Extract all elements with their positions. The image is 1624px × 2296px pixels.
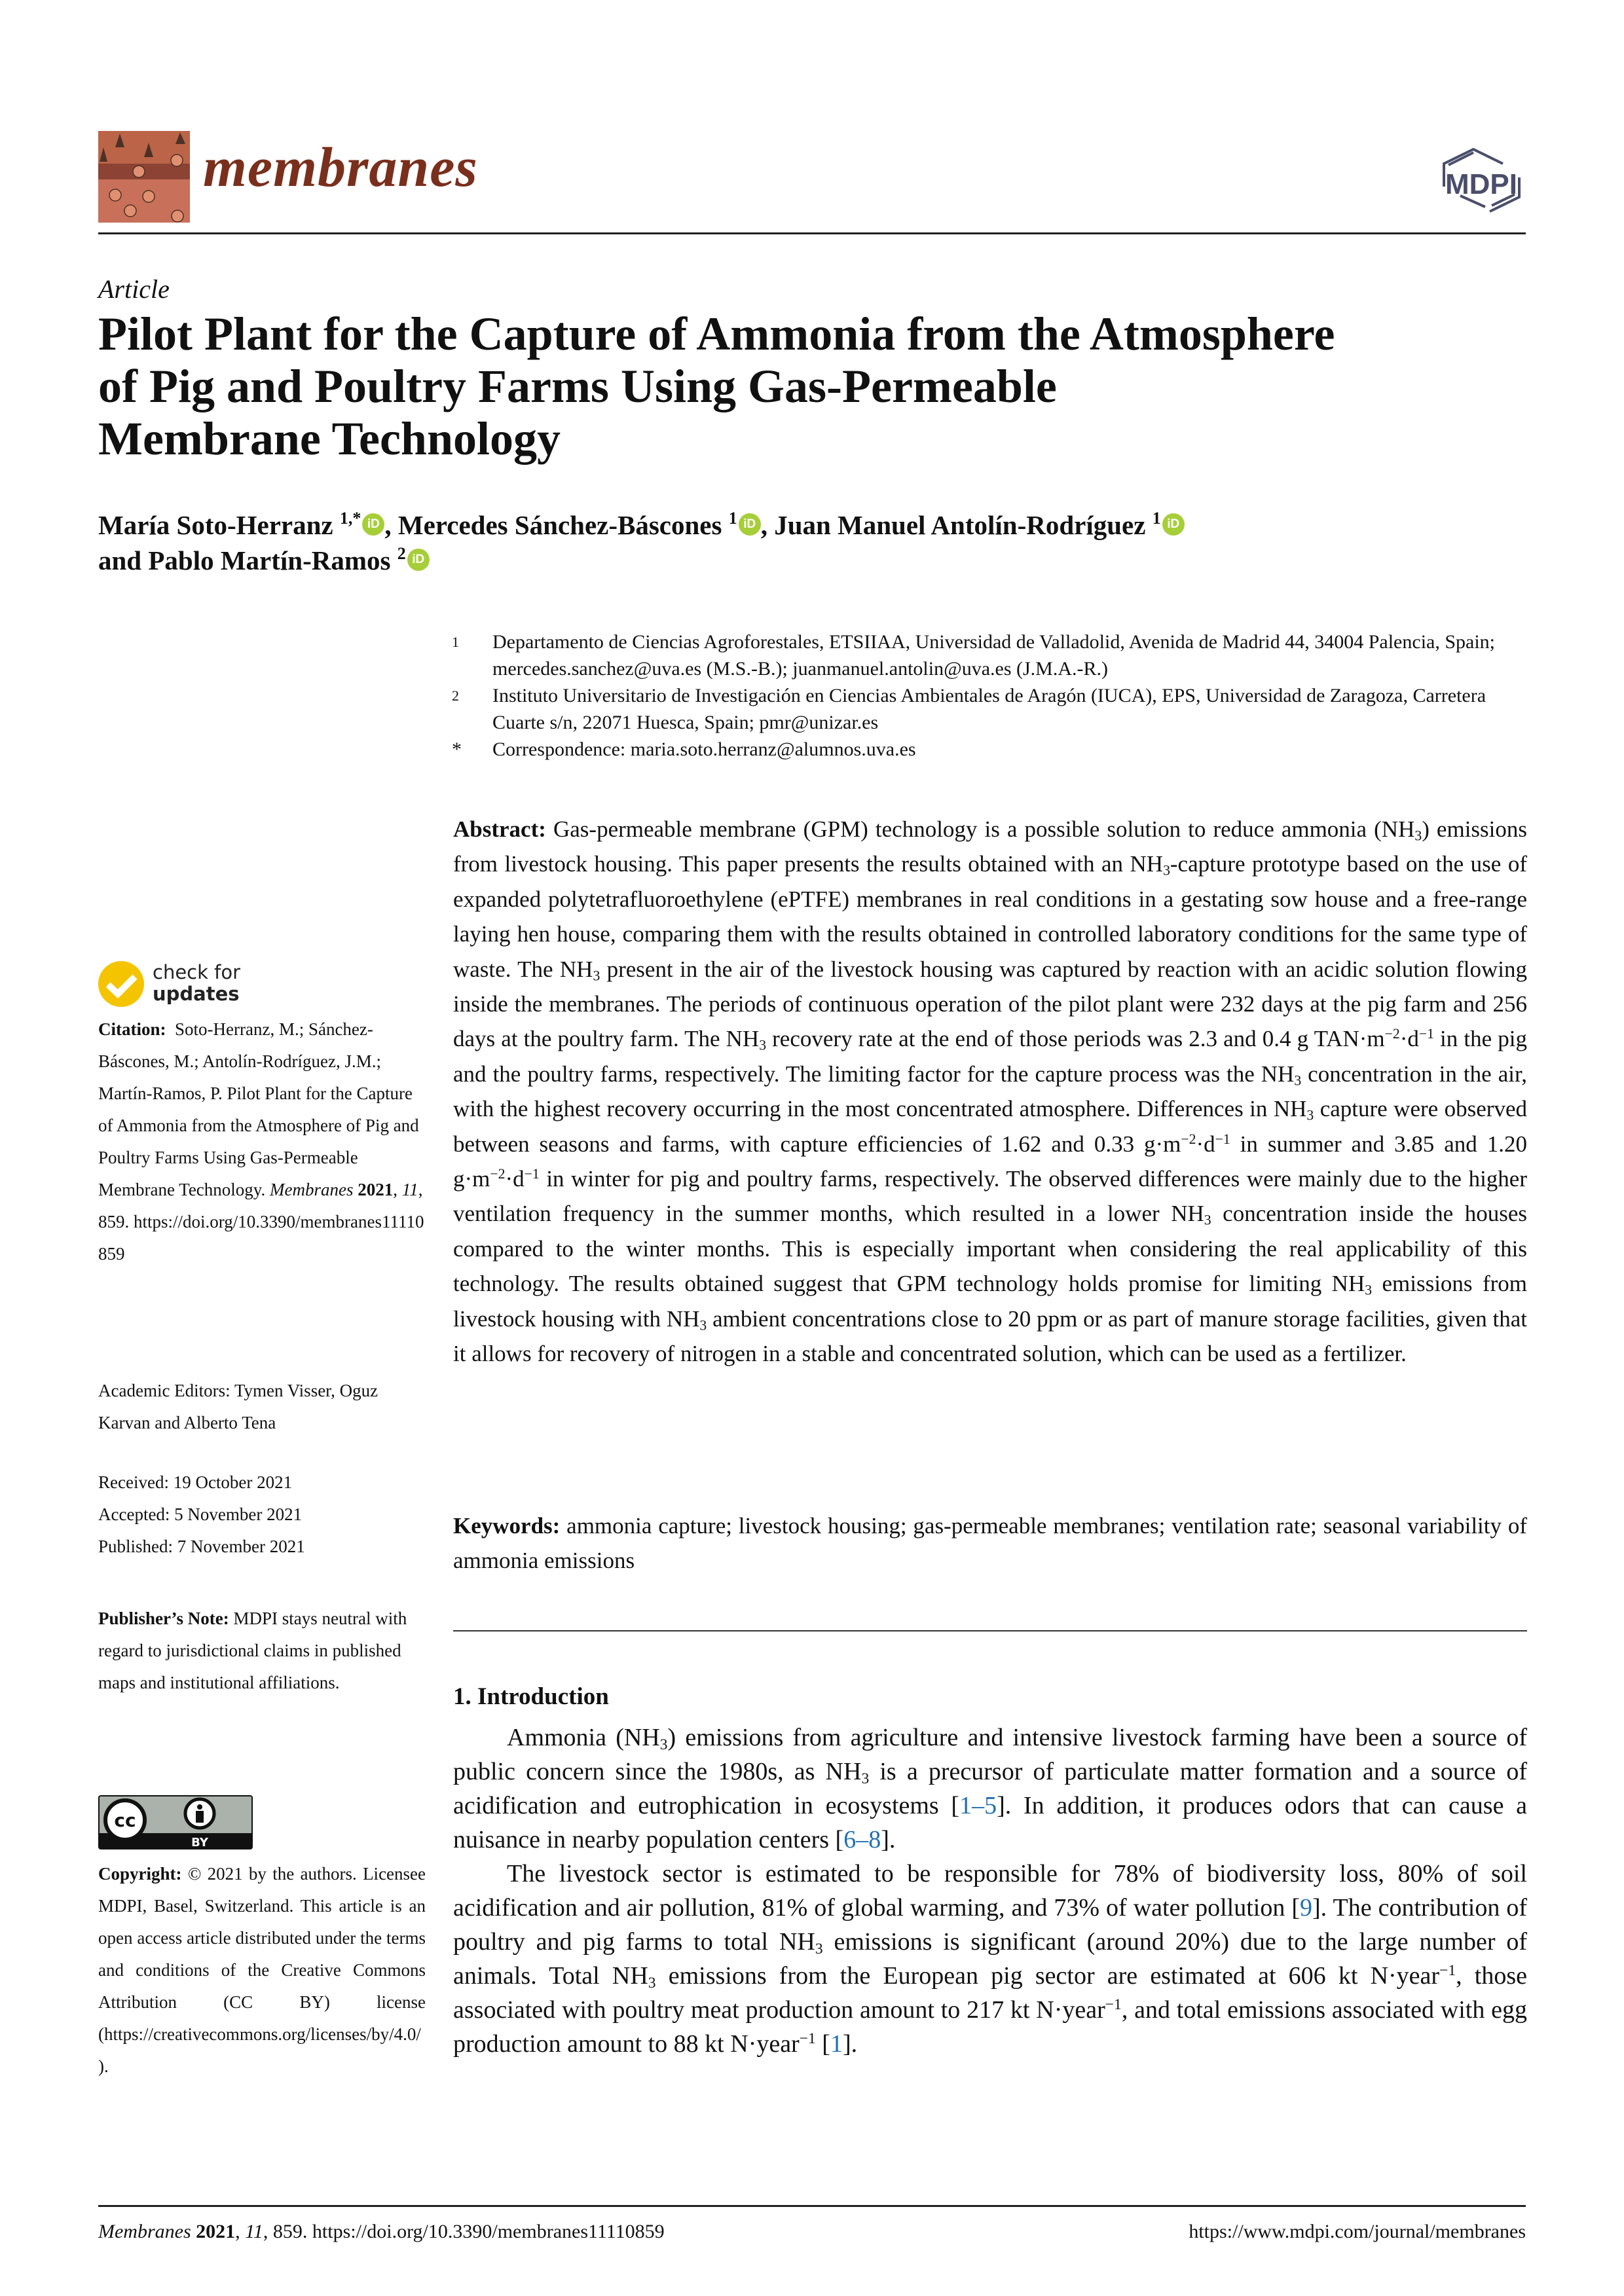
correspondence [452, 736, 1532, 763]
copyright-text: © 2021 by the authors. Licensee MDPI, Basel, Switzerland. This article is an open access article distributed under the terms and conditions of the Creative Commons Attribution (CC BY) license (https://creativecommons.org/licenses/by/4.0/). [98, 1864, 426, 2076]
footer-journal-url[interactable]: https://www.mdpi.com/journal/membranes [1189, 2221, 1526, 2242]
author-affiliation-mark: 1 [1152, 509, 1161, 528]
footer-year: 2021 [196, 2221, 236, 2242]
cc-by-license-badge[interactable] [98, 1795, 253, 1850]
citation-text: Soto-Herranz, M.; Sánchez-Báscones, M.; Antolín-Rodríguez, J.M.; Martín-Ramos, P. Pilot Plant for the Capture of Ammonia from the Atmosphere of Pig and Poultry Farms Using Gas-Permeable Membrane Technology. [98, 1019, 419, 1199]
abstract-label: Abstract: [453, 816, 546, 842]
accepted-date: Accepted: 5 November 2021 [98, 1504, 303, 1524]
academic-editors [98, 1375, 426, 1439]
correspondence-text[interactable]: Correspondence: maria.soto.herranz@alumnos.uva.es [492, 738, 916, 760]
footer-divider [98, 2205, 1526, 2207]
title-line: Membrane Technology [98, 412, 561, 465]
footer-volume: 11 [245, 2221, 263, 2242]
reference-link[interactable]: 1–5 [959, 1792, 997, 1819]
citation-year: 2021 [358, 1180, 394, 1199]
author-affiliation-mark: 1,* [339, 509, 361, 528]
citation-volume: 11 [401, 1180, 418, 1199]
svg-text:cc: cc [114, 1810, 136, 1831]
citation-journal: Membranes [270, 1180, 354, 1199]
affiliation-mark: 2 [452, 687, 459, 704]
author-name[interactable]: and Pablo Martín-Ramos [98, 545, 391, 575]
check-for-updates-button[interactable] [98, 961, 295, 1013]
affiliation-text: Departamento de Ciencias Agroforestales, ETSIIAA, Universidad de Valladolid, Avenida de Madrid 44, 34004 Palencia, Spain; mercedes.sanchez@uva.es (M.S.-B.); juanmanuel.antolin@uva.es (J.M.A.-R.) [492, 631, 1496, 680]
updates-label: updates [153, 983, 240, 1005]
editors-names: Tymen Visser, Oguz Karvan and Alberto Tena [98, 1381, 378, 1432]
orcid-icon[interactable]: iD [1162, 513, 1185, 536]
author-name[interactable]: Mercedes Sánchez-Báscones [397, 510, 722, 540]
reference-link[interactable]: 9 [1300, 1894, 1313, 1922]
affiliations [452, 629, 1532, 763]
svg-text:MDPI: MDPI [1445, 168, 1517, 200]
affiliation-item [452, 629, 1532, 682]
check-for-label: check for [153, 961, 240, 983]
paragraph: Ammonia $(NH_3)$ emissions from agriculture and intensive livestock farming have been a source of public concern since the 1980s, as $NH_3$ is a precursor of particulate matter formation and a source of acidification and eutrophication in ecosystems [1–5]. In addition, it produces odors that can cause a nuisance in nearby population centers [6–8]. [453, 1724, 1528, 1853]
keywords [453, 1508, 1527, 1578]
introduction-body [453, 1721, 1527, 2061]
attribution-person-icon [185, 1799, 214, 1828]
title-line: Pilot Plant for the Capture of Ammonia from the Atmosphere [98, 308, 1335, 360]
mdpi-hexagon-icon [1408, 143, 1526, 221]
footer-doi-link[interactable]: , 859. https://doi.org/10.3390/membranes11110859 [263, 2221, 665, 2242]
svg-text:BY: BY [191, 1836, 208, 1850]
cc-icon [105, 1800, 145, 1840]
publisher-note [98, 1603, 426, 1699]
header-divider [98, 232, 1526, 234]
received-date: Received: 19 October 2021 [98, 1472, 293, 1492]
orcid-icon[interactable]: iD [362, 513, 384, 536]
abstract: Abstract: Gas-permeable membrane (GPM) technology is a possible solution to reduce ammonia $(NH_3)$ emissions from livestock housing. This paper presents the results obtained with an $NH_3$-capture prototype based on the use of expanded polytetrafluoroethylene (ePTFE) membranes in real conditions in a gestating sow house and a free-range laying hen house, comparing them with the results obtained in controlled laboratory conditions for the same type of waste. The $NH_3$ present in the air of the livestock housing was captured by reaction with an acidic solution flowing inside the membranes. The periods of continuous operation of the pilot plant were 232 days at the pig farm and 256 days at the poultry farm. The $NH_3$ recovery rate at the end of those periods was 2.3 and 0.4 g $TAN\cdot m^{-2}\cdot d^{-1}$ in the pig and the poultry farms, respectively. The limiting factor for the capture process was the $NH_3$ concentration in the air, with the highest recovery occurring in the most concentrated atmosphere. Differences in $NH_3$ capture were observed between seasons and farms, with capture efficiencies of 1.62 and 0.33 $g\cdot m^{-2}\cdot d^{-1}$ in summer and 3.85 and 1.20 $g\cdot m^{-2}\cdot d^{-1}$ in winter for pig and poultry farms, respectively. The observed differences were mainly due to the higher ventilation frequency in the summer months, which resulted in a lower $NH_3$ concentration inside the houses compared to the winter months. This is especially important when considering the real applicability of this technology. The results obtained suggest that GPM technology holds promise for limiting $NH_3$ emissions from livestock housing with $NH_3$ ambient concentrations close to 20 ppm or as part of manure storage facilities, given that it allows for recovery of nitrogen in a stable and concentrated solution, which can be used as a fertilizer. [453, 816, 1528, 1367]
article-type: Article [98, 274, 170, 304]
orcid-icon[interactable]: iD [739, 513, 761, 536]
title-line: of Pig and Poultry Farms Using Gas-Permeable [98, 360, 1057, 412]
journal-logo [98, 131, 190, 223]
affiliation-mark: 1 [452, 634, 459, 650]
footer-journal: Membranes [98, 2221, 191, 2242]
copyright-notice [98, 1858, 426, 2083]
citation-page: 859. [98, 1212, 130, 1231]
publisher-note-text: MDPI stays neutral with regard to jurisdictional claims in published maps and institutional affiliations. [98, 1609, 407, 1692]
affiliation-text: Instituto Universitario de Investigación en Ciencias Ambientales de Aragón (IUCA), EPS, Universidad de Zaragoza, Carretera Cuarte s/n, 22071 Huesca, Spain; pmr@unizar.es [492, 685, 1486, 733]
citation-doi-link[interactable]: https://doi.org/10.3390/membranes11110859 [98, 1212, 424, 1264]
publisher-note-label: Publisher’s Note: [98, 1609, 229, 1628]
affiliation-item [452, 682, 1532, 736]
checkmark-icon [98, 961, 144, 1007]
journal-name: membranes [203, 136, 478, 198]
author-affiliation-mark: 1 [728, 509, 737, 528]
affiliation-mark: * [452, 738, 462, 760]
editors-label: Academic Editors: [98, 1381, 231, 1400]
publication-dates [98, 1467, 426, 1563]
published-date: Published: 7 November 2021 [98, 1537, 305, 1556]
citation-block: Citation: Soto-Herranz, M.; Sánchez-Báscones, M.; Antolín-Rodríguez, J.M.; Martín-Ramos, P. Pilot Plant for the Capture of Ammonia from the Atmosphere of Pig and Poultry Farms Using Gas-Permeable Membrane Technology. Membranes 2021, 11, 859. https://doi.org/10.3390/membranes11110859 [98, 1019, 424, 1264]
citation-label: Citation: [98, 1019, 166, 1039]
reference-link[interactable]: 1 [830, 2030, 843, 2058]
reference-link[interactable]: 6–8 [843, 1826, 881, 1853]
section-heading-introduction: 1. Introduction [453, 1683, 609, 1710]
keywords-label: Keywords: [453, 1513, 561, 1539]
author-name[interactable]: María Soto-Herranz [98, 510, 333, 540]
footer-citation: Membranes 2021, 11, 859. https://doi.org/10.3390/membranes11110859 [98, 2221, 665, 2242]
paragraph: The livestock sector is estimated to be responsible for 78% of biodiversity loss, 80% of soil acidification and air pollution, 81% of global warming, and 73% of water pollution [9]. The contribution of poultry and pig farms to total $NH_3$ emissions is significant (around 20%) due to the large number of animals. Total $NH_3$ emissions from the European pig sector are estimated at 606 kt N·year$^{-1}$, those associated with poultry meat production amount to 217 kt N·year$^{-1}$, and total emissions associated with egg production amount to 88 kt N·year$^{-1}$ [1]. [453, 1860, 1528, 2058]
article-title [98, 308, 1539, 465]
orcid-icon[interactable]: iD [407, 549, 430, 571]
abstract-divider [453, 1630, 1527, 1631]
author-name[interactable]: Juan Manuel Antolín-Rodríguez [774, 510, 1146, 540]
copyright-label: Copyright: [98, 1864, 182, 1884]
membranes-journal-logo-icon [98, 131, 190, 223]
mdpi-logo[interactable] [1408, 143, 1526, 221]
author-affiliation-mark: 2 [397, 544, 406, 563]
keywords-text: ammonia capture; livestock housing; gas-permeable membranes; ventilation rate; seasonal variability of ammonia emissions [453, 1513, 1527, 1574]
author-list: María Soto-Herranz $^{1,*}$ iD , Mercedes Sánchez-Báscones $^1$ iD , Juan Manuel Antolín-Rodríguez $^1$ iD and Pablo Martín-Ramos $^2$ iD [98, 507, 1506, 578]
